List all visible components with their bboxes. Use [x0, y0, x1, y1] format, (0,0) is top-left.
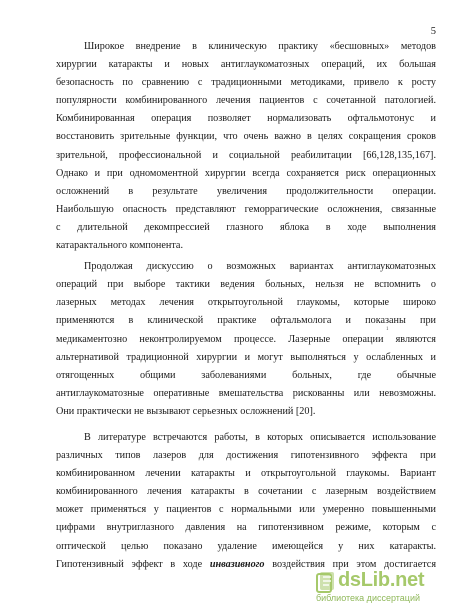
text-line: В литературе встречаются работы, в которых описывается использование [84, 431, 436, 443]
text-line: комбинированном лечении катаракты и открытоугольной глаукомы. Вариант [56, 468, 436, 480]
text-line: Комбинированная операция позволяет нормализовать офтальмотонус и [56, 113, 436, 125]
text-line: восстановить зрительные функции, что очень важно в целях сокращения сроков [56, 131, 436, 143]
page-number: 5 [430, 26, 436, 37]
text-line: комбинированного лечения катаракты в сочетании с лазерным воздействием [56, 486, 436, 498]
text-line: лазерных методах лечения открытоугольной глаукомы, которые широко [56, 297, 436, 309]
text-line: Однако и при одномоментной хирургии всегда сохраняется риск операционных [56, 167, 436, 179]
watermark[interactable] [314, 569, 440, 605]
watermark-name: dsLib.net [338, 569, 425, 591]
text-line: Они практически не вызывают серьезных осложнений [20]. [56, 405, 316, 417]
text-line: безопасность по сравнению с традиционными методиками, привело к росту [56, 77, 436, 89]
text-run: Гипотензивный эффект в ходе [56, 558, 210, 570]
text-line: может применяться у пациентов с нормальными или умеренно повышенными [56, 504, 436, 516]
text-line: операций при выборе тактики ведения больных, нельзя не вспомнить о [56, 279, 436, 291]
text-line: Наибольшую опасность представляют геморрагические осложнения, связанные [56, 203, 436, 215]
text-line: оптической целью показано удаление имеющейся у них катаракты. [56, 540, 436, 552]
book-logo-icon [314, 571, 336, 595]
text-line: альтернативой традиционной хирургии и могут выполняться у ослабленных и [56, 351, 436, 363]
text-line: зрительной, профессиональной и социальной реабилитации [66,128,135,167]. [56, 149, 436, 161]
text-line: различных типов лазеров для достижения гипотензивного эффекта при [56, 450, 436, 462]
text-line: катарактального компонента. [56, 240, 184, 252]
text-line: осложнений в результате увеличения продолжительности операции. [56, 185, 436, 197]
text-run: воздействия при этом достигается [264, 558, 436, 570]
text-line: антиглаукоматозные оперативные вмешательства рискованны или невозможны. [56, 387, 436, 399]
text-line: применяются в клинической практике офтальмолога и показаны при [56, 315, 436, 327]
text-line: популярности комбинированного лечения пациентов с сочетанной патологией. [56, 95, 436, 107]
text-line: отягощенных общими заболеваниями больных, где обычные [56, 369, 436, 381]
text-line: Широкое внедрение в клиническую практику «бесшовных» методов [84, 41, 436, 52]
text-line: с длительной декомпрессией глазного яблока в ходе выполнения [56, 221, 436, 233]
text-line: цифрами внутриглазного давления на гипотензивном режиме, которым с [56, 522, 436, 534]
stray-mark: 1 [386, 327, 389, 332]
text-line: Продолжая дискуссию о возможных вариантах антиглаукоматозных [84, 261, 436, 273]
text-line: хирургии катаракты и новых антиглаукоматозных операций, их большая [56, 59, 436, 71]
watermark-tagline: библиотека диссертаций [316, 593, 421, 603]
text-line: медикаментозно неконтролируемом процессе. Лазерные операции являются [56, 333, 436, 345]
emphasis-text: инвазивного [209, 558, 265, 570]
document-body [56, 38, 436, 574]
